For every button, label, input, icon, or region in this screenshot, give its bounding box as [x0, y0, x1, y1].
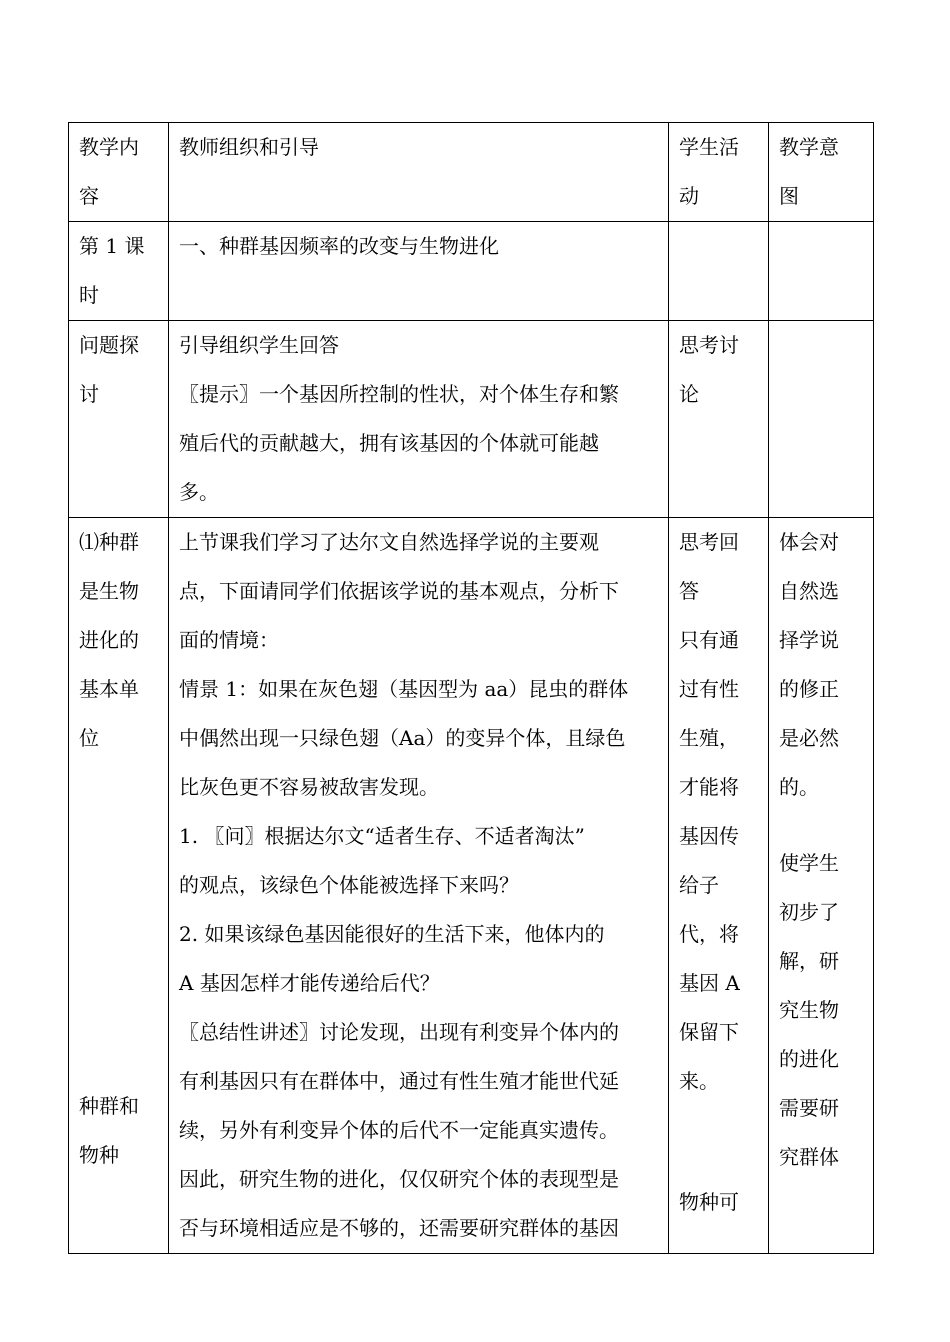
table-row-question — [69, 321, 874, 518]
population-topic-cell: ⑴种群 是生物 进化的 基本单 位 种群和 物种 — [69, 518, 169, 1254]
table-row-lesson — [69, 222, 874, 321]
population-guidance-cell: 上节课我们学习了达尔文自然选择学说的主要观 点，下面请同学们依据该学说的基本观点，分析下 面的情境： 情景 1：如果在灰色翅（基因型为 aa）昆虫的群体 中偶然出现一只绿色翅（Aa）的变异个体，且绿色 比灰色更不容易被敌害发现。 1. 〖问〗根据达尔文“适者生存、不适者淘汰” 的观点，该绿色个体能被选择下来吗？ 2. 如果该绿色基因能很好的生活下来，他体内的 A 基因怎样才能传递给后代？ 〖总结性讲述〗讨论发现，出现有利变异个体内的 有利基因只有在群体中，通过有性生殖才能世代延 续，另外有利变异个体的后代不一定能真实遗传。 因此，研究生物的进化，仅仅研究个体的表现型是 否与环境相适应是不够的，还需要研究群体的基因 — [169, 518, 669, 1254]
lesson-plan-table — [68, 122, 874, 1254]
spacer — [79, 763, 160, 1082]
population-activity-cell: 思考回 答 只有通 过有性 生殖， 才能将 基因传 给子 代，将 基因 A 保留下 来。 物种可 — [669, 518, 769, 1254]
table-row-population — [69, 518, 874, 1254]
lesson-number-cell: 第 1 课 时 — [69, 222, 169, 321]
header-teacher: 教师组织和引导 — [169, 123, 669, 222]
spacer — [679, 1106, 760, 1178]
question-guidance-cell: 引导组织学生回答 〖提示〗一个基因所控制的性状，对个体生存和繁 殖后代的贡献越大，拥有该基因的个体就可能越 多。 — [169, 321, 669, 518]
header-content: 教学内 容 — [69, 123, 169, 222]
empty-cell — [769, 222, 874, 321]
table-header-row — [69, 123, 874, 222]
population-intent-cell: 体会对 自然选 择学说 的修正 是必然 的。 使学生 初步了 解，研 究生物 的进化 需要研 究群体 — [769, 518, 874, 1254]
spacer — [779, 812, 865, 839]
header-student: 学生活 动 — [669, 123, 769, 222]
question-topic-cell: 问题探 讨 — [69, 321, 169, 518]
empty-cell — [769, 321, 874, 518]
empty-cell — [669, 222, 769, 321]
section-title-cell: 一、种群基因频率的改变与生物进化 — [169, 222, 669, 321]
header-intent: 教学意 图 — [769, 123, 874, 222]
question-activity-cell: 思考讨 论 — [669, 321, 769, 518]
